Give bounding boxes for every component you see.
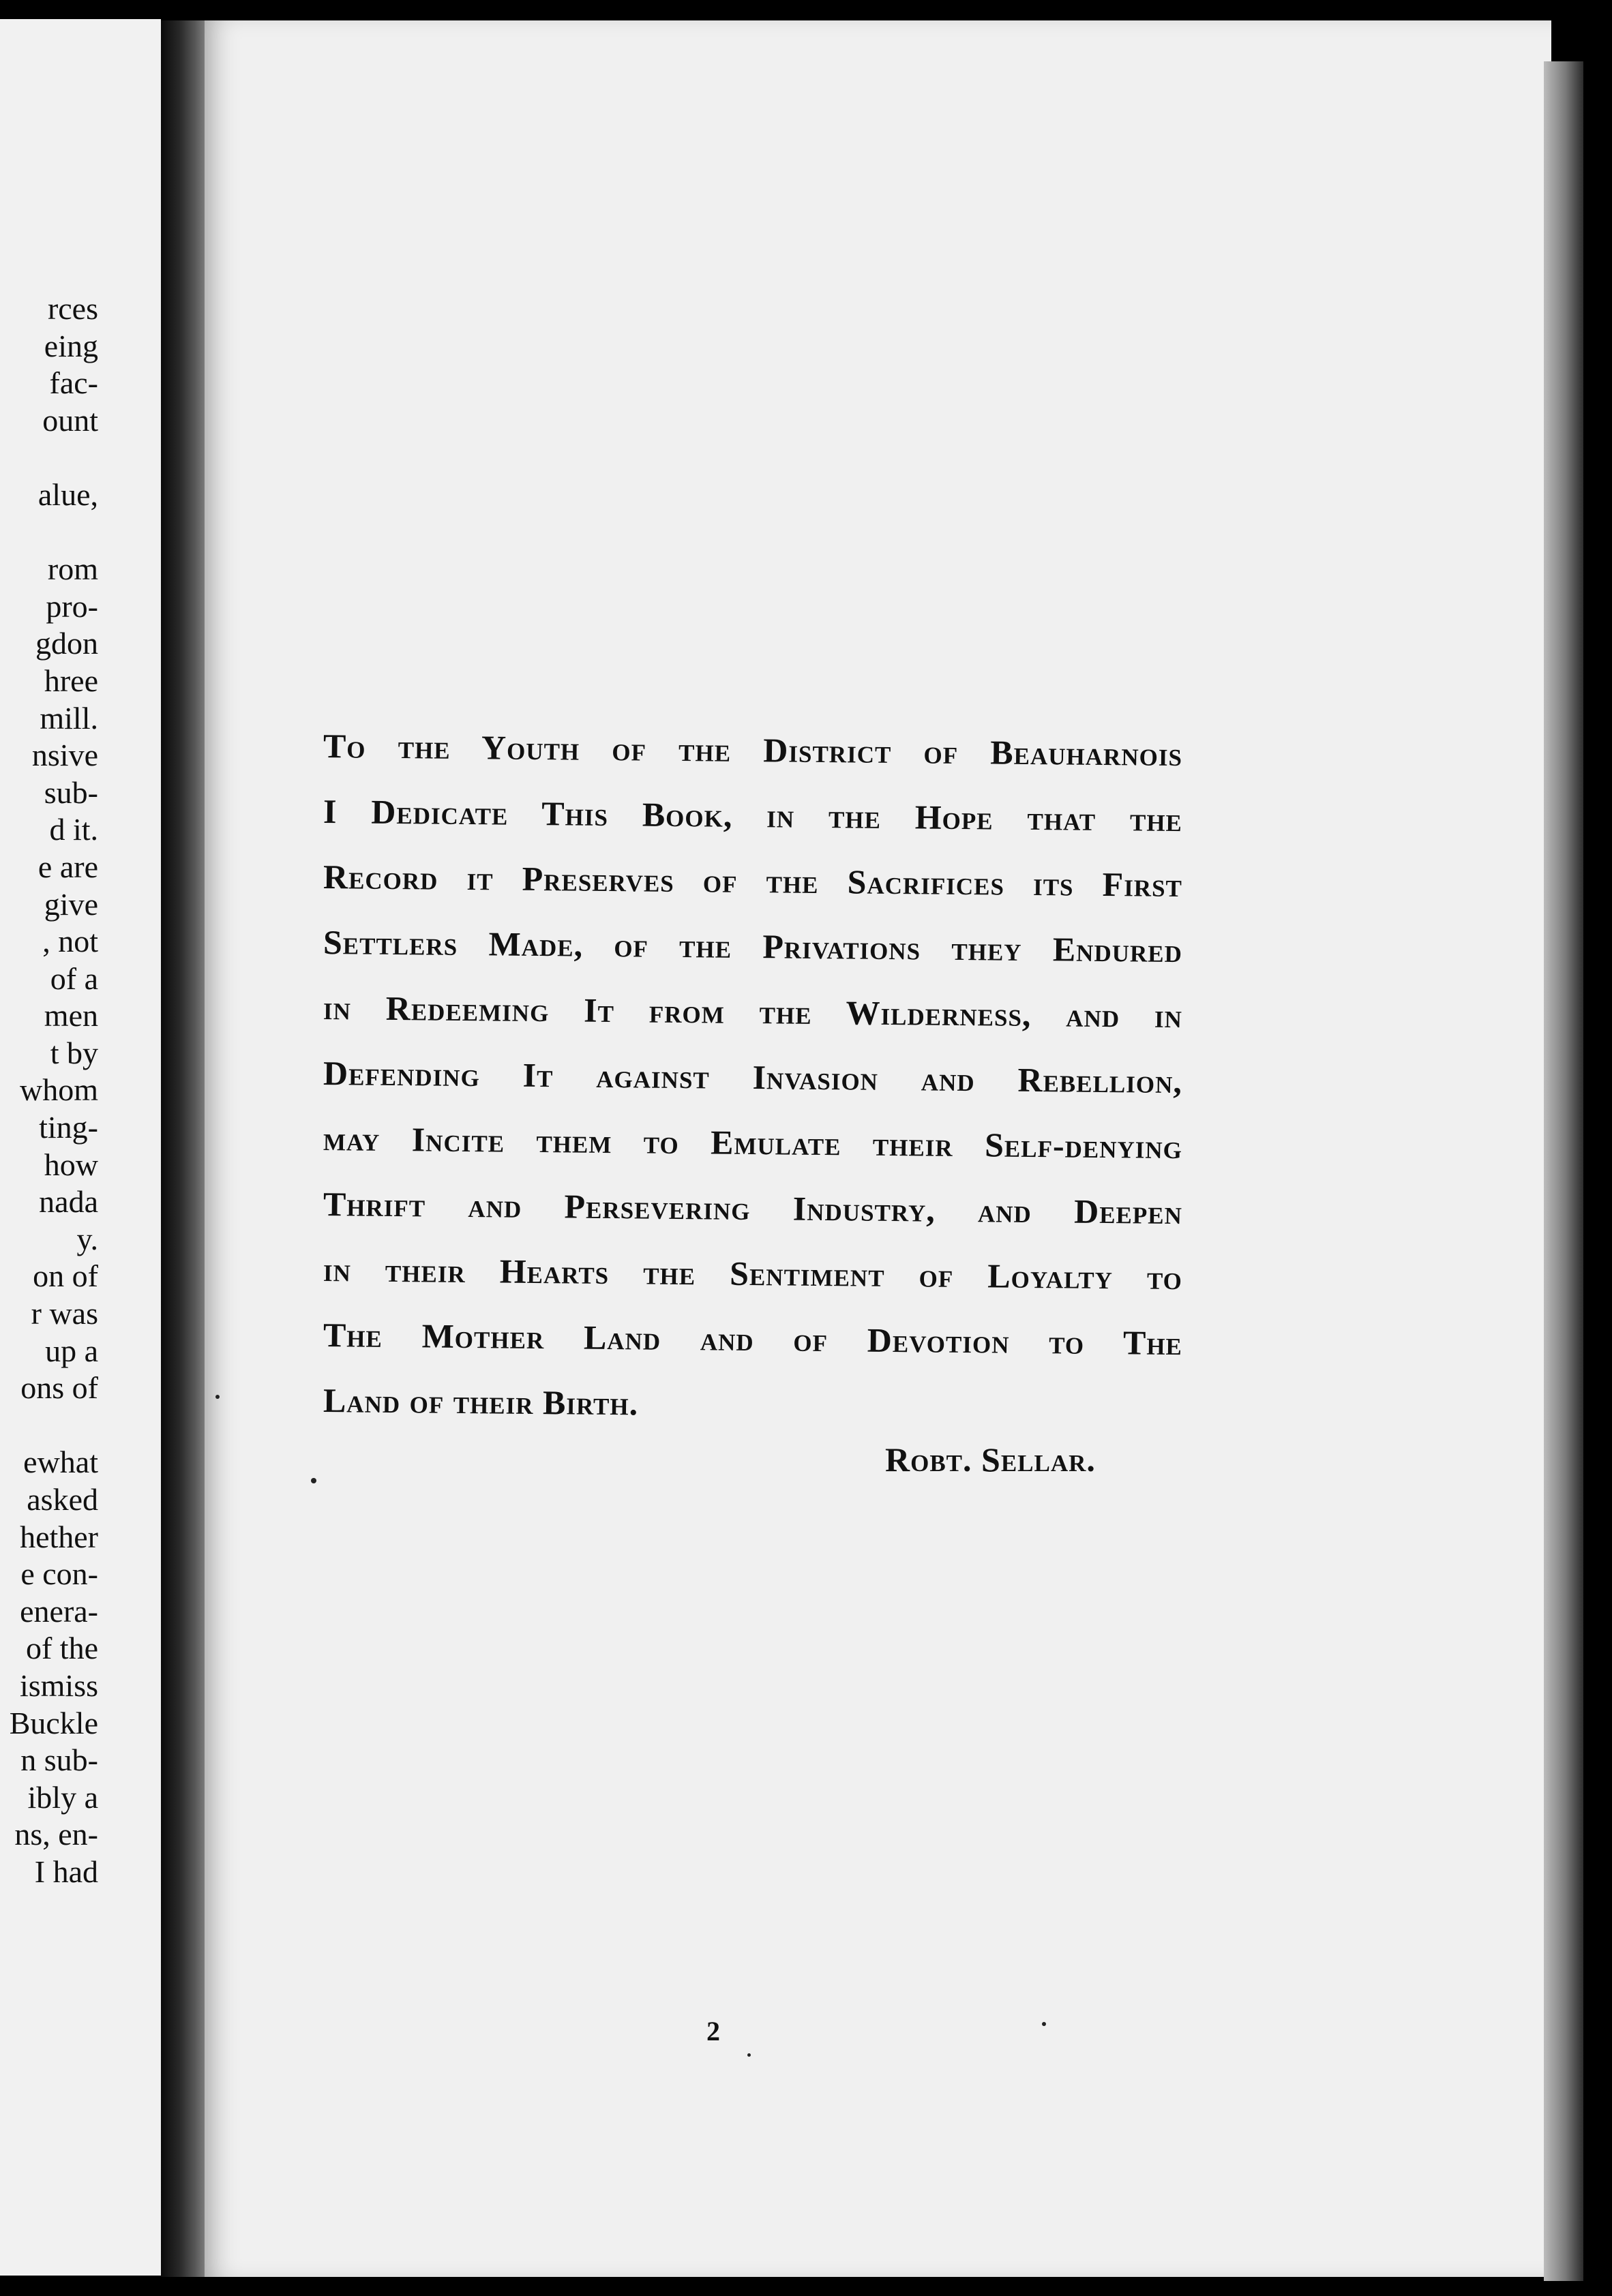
dedication-line: To the Youth of the District of Beauharnois [323,727,1183,774]
facing-line: up a [45,1333,98,1368]
facing-line: I had [34,1854,98,1889]
facing-page [0,19,161,2276]
facing-line: of the [25,1631,98,1666]
facing-line: alue, [38,477,98,512]
dedication-line: Land of their Birth. [323,1381,639,1423]
facing-line: ting- [39,1110,98,1145]
facing-line: of a [50,961,98,996]
facing-page-text [0,290,161,1891]
facing-line: r was [31,1296,98,1331]
facing-line: y. [76,1221,98,1256]
facing-line: ount [42,402,98,438]
facing-line: men [44,998,98,1033]
facing-line: rces [47,291,98,326]
facing-line: , not [42,924,98,959]
print-speck [747,2053,751,2057]
facing-line: ibly a [27,1779,98,1815]
facing-line: asked [27,1482,98,1517]
facing-line: give [44,886,98,922]
dedication-line: in Redeeming It from the Wilderness, and in [323,988,1183,1036]
facing-line: on of [33,1258,98,1294]
facing-line: e are [38,849,98,884]
print-speck [1042,2022,1046,2026]
book-gutter [161,20,209,2277]
facing-line: eing [44,328,98,363]
page-edge [1544,61,1583,2281]
page-number: 2 [706,2016,720,2046]
facing-line: rom [47,552,98,587]
dedication-line: Settlers Made, of the Privations they Endured [323,923,1183,970]
print-speck [311,1478,316,1483]
facing-line: fac- [49,365,98,401]
print-speck [215,1395,220,1399]
facing-line: Buckle [9,1705,98,1740]
facing-line: hether [20,1519,98,1554]
facing-line: gdon [35,626,98,661]
facing-line: ewhat [23,1445,98,1480]
facing-line: ns, en- [14,1817,98,1852]
dedication-line: Thrift and Persevering Industry, and Deepen [323,1185,1183,1232]
facing-line: hree [44,663,98,698]
facing-line [0,514,161,552]
facing-line: nsive [31,738,98,773]
facing-line [0,439,161,477]
facing-line: whom [20,1072,98,1108]
facing-line: nada [39,1184,98,1220]
dedication-text [323,713,1182,1433]
facing-line: d it. [49,812,98,847]
dedication-line: The Mother Land and of Devotion to The [323,1316,1183,1363]
facing-line: ismiss [19,1667,98,1703]
facing-line: enera- [20,1593,98,1629]
facing-line: n sub- [20,1742,98,1778]
facing-line: sub- [44,774,98,810]
facing-line: t by [50,1035,98,1070]
author-signature: Robt. Sellar. [885,1440,1096,1479]
facing-line: how [44,1147,98,1182]
facing-line: mill. [40,700,98,736]
facing-line: pro- [46,588,98,624]
dedication-line: in their Hearts the Sentiment of Loyalty to [323,1250,1183,1297]
facing-line: ons of [20,1370,98,1406]
dedication-line: Defending It against Invasion and Rebellion, [323,1054,1183,1101]
dedication-line: may Incite them to Emulate their Self-denying [323,1119,1183,1166]
dedication-line: I Dedicate This Book, in the Hope that the [323,792,1183,839]
facing-line [0,1407,161,1445]
facing-line: e con- [20,1556,98,1592]
dedication-line: Record it Preserves of the Sacrifices its First [323,858,1183,905]
